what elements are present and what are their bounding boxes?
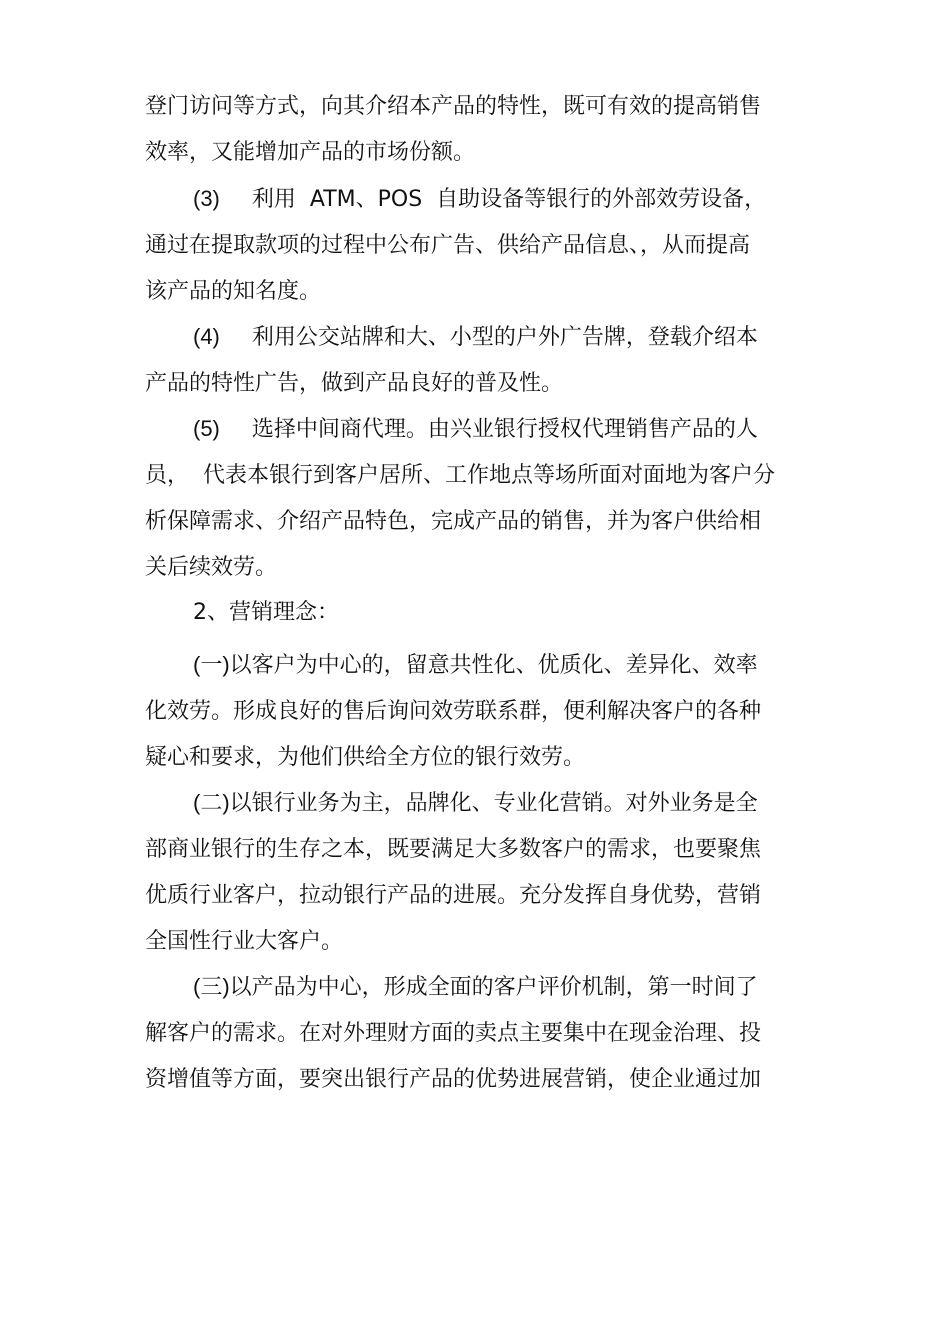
- paragraph-item-5: [145, 406, 825, 591]
- text-line-content: 以客户为中心的，留意共性化、优质化、差异化、效率: [229, 653, 758, 678]
- paragraph-continuation: [145, 84, 825, 176]
- text-line: 登门访问等方式，向其介绍本产品的特性，既可有效的提高销售: [145, 94, 762, 119]
- text-line: 员， 代表本银行到客户居所、工作地点等场所面对面地为客户分: [145, 463, 775, 488]
- text-line-content: 以银行业务为主，品牌化、专业化营销。对外业务是全: [229, 791, 758, 816]
- text-line-content: 以产品为中心，形成全面的客户评价机制，第一时间了: [229, 975, 758, 1000]
- item-number: (5): [193, 416, 220, 441]
- paragraph-item-4: [145, 314, 825, 407]
- text-line: 通过在提取款项的过程中公布广告、供给产品信息、，从而提高: [145, 233, 751, 258]
- text-line: [145, 780, 825, 827]
- text-line-content: 选择中间商代理。由兴业银行授权代理销售产品的人: [251, 417, 758, 442]
- text-line: [145, 406, 825, 453]
- item-number: (三): [193, 974, 230, 999]
- item-number: (二): [193, 790, 230, 815]
- paragraph-item-one: [145, 642, 825, 781]
- text-line: 效率，又能增加产品的市场份额。: [145, 140, 476, 165]
- paragraph-item-two: [145, 780, 825, 965]
- text-line-content: 利用 ATM、POS 自助设备等银行的外部效劳设备，: [251, 187, 767, 212]
- text-line: 2、营销理念：: [193, 600, 339, 625]
- text-line-content: 利用公交站牌和大、小型的户外广告牌，登载介绍本: [251, 325, 758, 350]
- text-line: 部商业银行的生存之本，既要满足大多数客户的需求，也要聚焦: [145, 837, 762, 862]
- item-number: (3): [193, 186, 220, 211]
- section-heading: [145, 590, 825, 636]
- text-line: 析保障需求、介绍产品特色，完成产品的销售，并为客户供给相: [145, 509, 762, 534]
- text-line: 该产品的知名度。: [145, 279, 322, 304]
- item-number: (4): [193, 324, 220, 349]
- text-line: 疑心和要求，为他们供给全方位的银行效劳。: [145, 745, 586, 770]
- text-line: 全国性行业大客户。: [145, 929, 344, 954]
- text-line: 解客户的需求。在对外理财方面的卖点主要集中在现金治理、投: [145, 1021, 762, 1046]
- paragraph-item-three: [145, 964, 825, 1103]
- text-line: 化效劳。形成良好的售后询问效劳联系群，便利解决客户的各种: [145, 699, 762, 724]
- text-line: [145, 642, 825, 689]
- text-line: 关后续效劳。: [145, 555, 278, 580]
- text-line: 资增值等方面，要突出银行产品的优势进展营销，使企业通过加: [145, 1067, 762, 1092]
- text-line: [145, 176, 825, 223]
- item-number: (一): [193, 652, 230, 677]
- text-line: 产品的特性广告，做到产品良好的普及性。: [145, 371, 564, 396]
- text-line: 优质行业客户，拉动银行产品的进展。充分发挥自身优势，营销: [145, 883, 762, 908]
- text-line: [145, 314, 825, 361]
- text-line: [145, 964, 825, 1011]
- paragraph-item-3: [145, 176, 825, 315]
